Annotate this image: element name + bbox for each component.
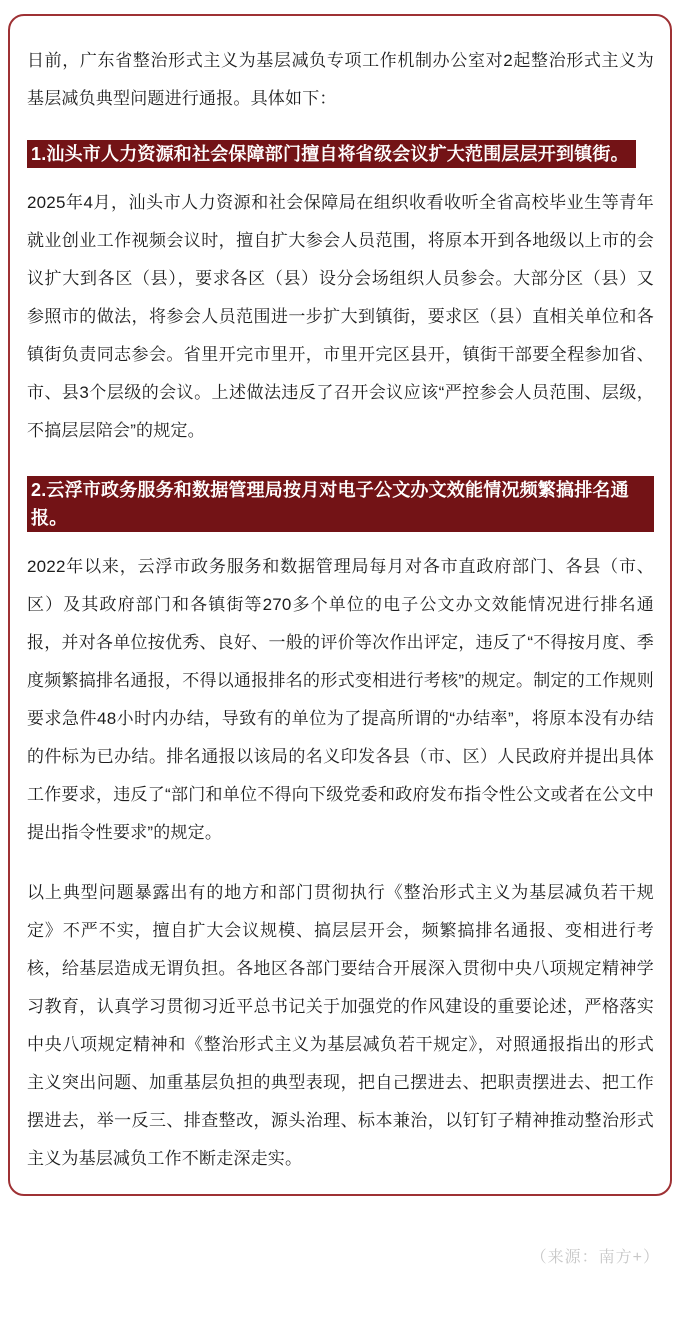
source-attribution: （来源：南方+） [530, 1249, 660, 1266]
section-2-heading: 2.云浮市政务服务和数据管理局按月对电子公文办文效能情况频繁搞排名通报。 [27, 476, 654, 532]
section-2-heading-row [27, 476, 654, 532]
section-2-body: 2022年以来，云浮市政务服务和数据管理局每月对各市直政府部门、各县（市、区）及其政府部门和各镇街等270多个单位的电子公文办文效能情况进行排名通报，并对各单位按优秀、良好、一般的评价等次作出评定，违反了“不得按月度、季度频繁搞排名通报，不得以通报排名的形式变相进行考核”的规定。制定的工作规则要求急件48小时内办结，导致有的单位为了提高所谓的“办结率”，将原本没有办结的件标为已办结。排名通报以该局的名义印发各县（市、区）人民政府并提出具体工作要求，违反了“部门和单位不得向下级党委和政府发布指令性公文或者在公文中提出指令性要求”的规定。 [27, 557, 654, 842]
conclusion-paragraph: 以上典型问题暴露出有的地方和部门贯彻执行《整治形式主义为基层减负若干规定》不严不实，擅自扩大会议规模、搞层层开会，频繁搞排名通报、变相进行考核，给基层造成无谓负担。各地区各部门要结合开展深入贯彻中央八项规定精神学习教育，认真学习贯彻习近平总书记关于加强党的作风建设的重要论述，严格落实中央八项规定精神和《整治形式主义为基层减负若干规定》，对照通报指出的形式主义突出问题、加重基层负担的典型表现，把自己摆进去、把职责摆进去、把工作摆进去，举一反三、排查整改，源头治理、标本兼治，以钉钉子精神推动整治形式主义为基层减负工作不断走深走实。 [27, 883, 654, 1168]
article-frame [8, 14, 672, 1196]
section-1-heading: 1.汕头市人力资源和社会保障部门擅自将省级会议扩大范围层层开到镇街。 [27, 140, 636, 168]
section-1-heading-row [27, 140, 654, 168]
intro-paragraph: 日前，广东省整治形式主义为基层减负专项工作机制办公室对2起整治形式主义为基层减负典型问题进行通报。具体如下： [27, 51, 654, 108]
section-1-body: 2025年4月，汕头市人力资源和社会保障局在组织收看收听全省高校毕业生等青年就业创业工作视频会议时，擅自扩大参会人员范围，将原本开到各地级以上市的会议扩大到各区（县），要求各区（县）设分会场组织人员参会。大部分区（县）又参照市的做法，将参会人员范围进一步扩大到镇街，要求区（县）直相关单位和各镇街负责同志参会。省里开完市里开，市里开完区县开，镇街干部要全程参加省、市、县3个层级的会议。上述做法违反了召开会议应该“严控参会人员范围、层级，不搞层层陪会”的规定。 [27, 193, 654, 440]
